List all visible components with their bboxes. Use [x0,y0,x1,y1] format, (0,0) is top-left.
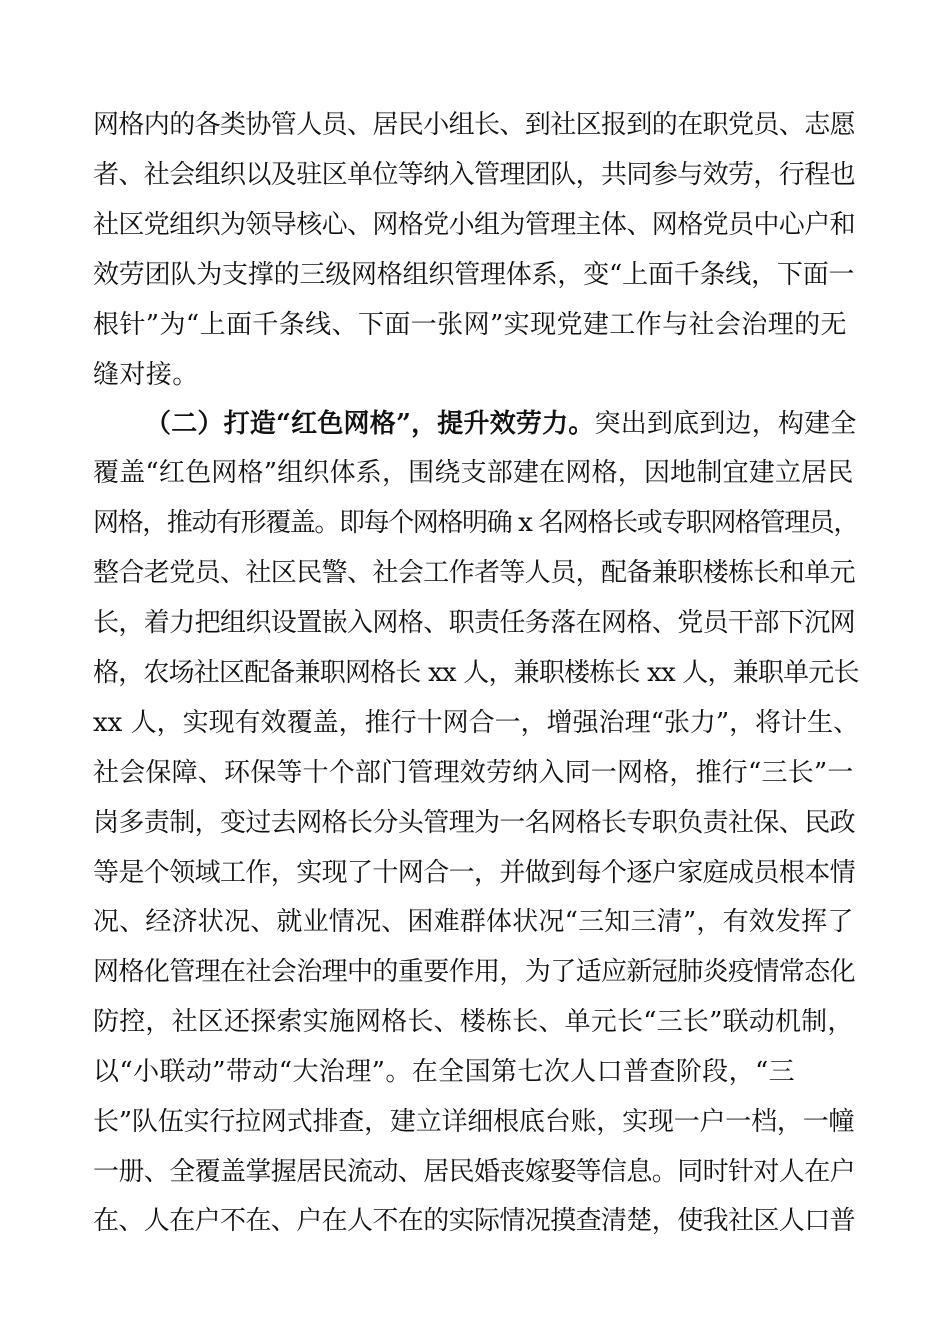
paragraph-line: 根针”为“上面千条线、下面一张网”实现党建工作与社会治理的无 [93,310,847,340]
paragraph-line: 整合老党员、社区民警、社会工作者等人员，配备兼职楼栋长和单元 [93,558,856,588]
paragraph-line: 以“小联动”带动“大治理”。在全国第七次人口普查阶段，“三 [93,1057,796,1087]
paragraph-line: 者、社会组织以及驻区单位等纳入管理团队，共同参与效劳，行程也 [93,160,856,190]
paragraph-line: 格，农场社区配备兼职网格长 xx 人，兼职楼栋长 xx 人，兼职单元长 [93,658,859,688]
paragraph-line: xx 人，实现有效覆盖，推行十网合一，增强治理“张力”，将计生、 [93,708,860,738]
paragraph-line: 岗多责制，变过去网格长分头管理为一名网格长专职负责社保、民政 [93,808,856,838]
paragraph-line: 在、人在户不在、户在人不在的实际情况摸查清楚，使我社区人口普 [93,1206,856,1236]
paragraph-line: 缝对接。 [93,360,199,390]
paragraph-line: 长，着力把组织设置嵌入网格、职责任务落在网格、党员干部下沉网 [93,608,856,638]
paragraph-line: 社会保障、环保等十个部门管理效劳纳入同一网格，推行“三长”一 [93,758,854,788]
paragraph-line: 社区党组织为领导核心、网格党小组为管理主体、网格党员中心户和 [93,210,856,240]
section-heading-rest: 突出到底到边，构建全 [594,409,857,439]
section-heading: （二）打造“红色网格”，提升效劳力。 [145,409,595,439]
paragraph-line: 况、经济状况、就业情况、困难群体状况“三知三清”，有效发挥了 [93,907,854,937]
paragraph-line: 长”队伍实行拉网式排查，建立详细根底台账，实现一户一档，一幢 [93,1107,855,1137]
paragraph-line: 一册、全覆盖掌握居民流动、居民婚丧嫁娶等信息。同时针对人在户 [93,1157,856,1187]
paragraph-line: 防控，社区还探索实施网格长、楼栋长、单元长“三长”联动机制， [93,1007,854,1037]
paragraph-line: 网格，推动有形覆盖。即每个网格明确 x 名网格长或专职网格管理员， [93,508,858,538]
paragraph-line: 网格化管理在社会治理中的重要作用，为了适应新冠肺炎疫情常态化 [93,957,856,987]
section-heading-line [145,399,857,449]
paragraph-line: 网格内的各类协管人员、居民小组长、到社区报到的在职党员、志愿 [93,110,856,140]
paragraph-line: 覆盖“红色网格”组织体系，围绕支部建在网格，因地制宜建立居民 [93,458,854,488]
paragraph-line: 等是个领域工作，实现了十网合一，并做到每个逐户家庭成员根本情 [93,858,856,888]
paragraph-line: 效劳团队为支撑的三级网格组织管理体系，变“上面千条线，下面一 [93,260,855,290]
